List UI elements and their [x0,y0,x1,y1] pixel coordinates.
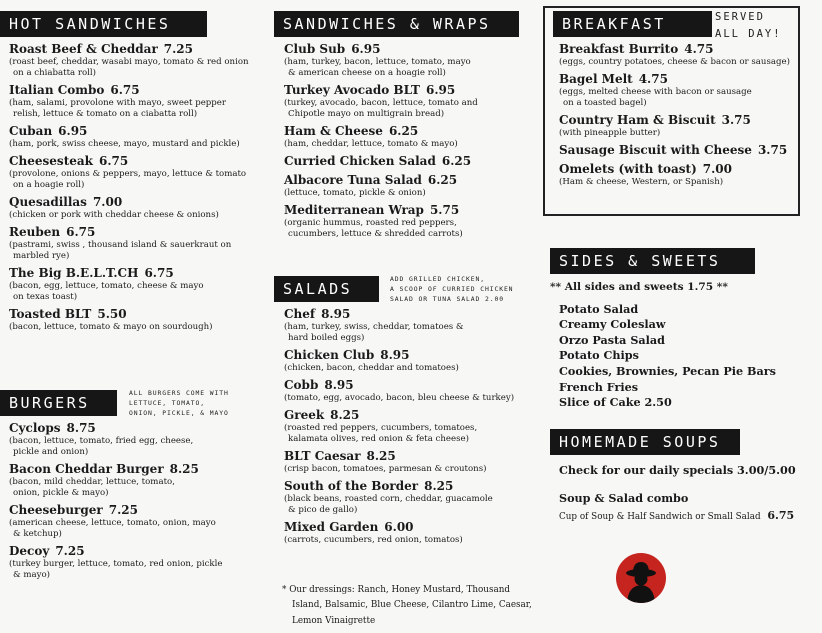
item-description: (turkey, avocado, bacon, lettuce, tomato and Chipotle mayo on multigrain bread) [284,98,478,119]
homemade-soups-header: HOMEMADE SOUPS [550,429,740,455]
item-price: 8.95 [321,307,351,321]
item-price: 4.75 [684,42,714,56]
side-item: Slice of Cake 2.50 [559,395,672,410]
item-description: (ham, turkey, swiss, cheddar, tomatoes & hard boiled eggs) [284,322,464,343]
item-description: (ham, turkey, bacon, lettuce, tomato, mayo & american cheese on a hoagie roll) [284,57,471,78]
item-price: 7.25 [108,503,138,517]
item-description: (lettuce, tomato, pickle & onion) [284,188,426,198]
menu-item-ham-cheese [284,124,539,150]
item-name: Greek [284,408,325,422]
item-name: Toasted BLT [9,307,92,321]
item-description: (roasted red peppers, cucumbers, tomatoes, kalamata olives, red onion & feta cheese) [284,423,478,444]
item-description: (bacon, lettuce, tomato & mayo on sourdough) [9,322,213,332]
burgers-header: BURGERS [0,390,117,416]
item-price: 6.75 [98,154,129,168]
sides-intro: ** All sides and sweets 1.75 ** [550,281,728,293]
menu-item-breakfast-burrito [559,42,794,68]
item-price: 7.25 [55,544,85,558]
item-price: 8.25 [169,462,199,476]
item-price: 4.75 [638,72,668,86]
item-description: (ham, salami, provolone with mayo, sweet pepper relish, lettuce & tomato on a ciabatta roll) [9,98,226,119]
salads-note: ADD GRILLED CHICKEN, A SCOOP OF CURRIED CHICKEN SALAD OR TUNA SALAD 2.00 [390,275,514,303]
menu-item-italian-combo [9,83,269,120]
item-name: Albacore Tuna Salad [284,173,422,187]
menu-item-quesadillas [9,195,269,221]
item-description: (bacon, lettuce, tomato, fried egg, cheese, pickle and onion) [9,436,194,457]
salads-list [284,307,539,550]
item-name: Breakfast Burrito [559,42,679,56]
side-item: Cookies, Brownies, Pecan Pie Bars [559,363,776,378]
item-price: 7.00 [92,195,123,209]
item-description: (chicken, bacon, cheddar and tomatoes) [284,363,459,373]
item-description: (ham, pork, swiss cheese, mayo, mustard and pickle) [9,139,240,149]
item-description: (roast beef, cheddar, wasabi mayo, tomato & red onion on a chiabatta roll) [9,57,249,78]
item-price: 6.25 [388,124,419,138]
side-item: Potato Salad [559,301,639,316]
item-description: (provolone, onions & peppers, mayo, lettuce & tomato on a hoagie roll) [9,169,247,190]
item-description: (tomato, egg, avocado, bacon, bleu cheese & turkey) [284,393,515,403]
item-name: Country Ham & Biscuit [559,113,716,127]
menu-item-country-ham-biscuit [559,113,794,139]
item-description: (eggs, country potatoes, cheese & bacon or sausage) [559,57,790,67]
hot-sandwiches-list [9,42,269,337]
menu-item-cyclops [9,421,269,458]
soups-section [559,463,814,523]
burgers-list [9,421,269,585]
item-name: Bagel Melt [559,72,633,86]
item-description: (bacon, mild cheddar, lettuce, tomato, onion, pickle & mayo) [9,477,175,498]
item-price: 8.95 [324,378,354,392]
item-name: Cheeseburger [9,503,103,517]
soup-salad-combo-title: Soup & Salad combo [559,490,689,505]
menu-item-club-sub [284,42,539,79]
burgers-note: ALL BURGERS COME WITH LETTUCE, TOMATO, ONION, PICKLE, & MAYO [129,389,229,417]
item-name: Quesadillas [9,195,87,209]
breakfast-list [559,42,794,192]
breakfast-note: SERVED ALL DAY! [715,11,782,40]
menu-item-cuban [9,124,269,150]
dressings-note: * Our dressings: Ranch, Honey Mustard, Thousand Island, Balsamic, Blue Cheese, Cilantro Lime, Caesar, Lemon Vinaigrette [282,585,532,626]
item-name: Ham & Cheese [284,124,383,138]
menu-item-chef [284,307,539,344]
menu-item-roast-beef-cheddar [9,42,269,79]
sides-sweets-section [550,280,810,411]
item-price: 8.25 [424,479,454,493]
item-name: Curried Chicken Salad [284,154,436,168]
item-price: 6.75 [144,266,174,280]
item-name: Sausage Biscuit with Cheese [559,143,752,157]
item-price: 8.95 [380,348,410,362]
sandwiches-wraps-list [284,42,539,244]
menu-item-the-big-b-e-l-t-ch [9,266,269,303]
menu-item-cobb [284,378,539,404]
item-description: (chicken or pork with cheddar cheese & onions) [9,210,219,220]
item-description: (Ham & cheese, Western, or Spanish) [559,177,724,187]
item-price: 8.25 [366,449,396,463]
item-price: 6.95 [351,42,381,56]
breakfast-header: BREAKFAST [553,11,712,37]
hot-sandwiches-header: HOT SANDWICHES [0,11,207,37]
item-description: (ham, cheddar, lettuce, tomato & mayo) [284,139,458,149]
item-price: 7.25 [163,42,194,56]
item-name: Chef [284,307,316,321]
item-name: Decoy [9,544,50,558]
item-name: Bacon Cheddar Burger [9,462,164,476]
soups-daily-specials: Check for our daily specials 3.00/5.00 [559,463,796,477]
item-name: Cheesesteak [9,154,93,168]
item-name: Cuban [9,124,53,138]
item-name: Cobb [284,378,319,392]
item-price: 6.00 [384,520,414,534]
item-description: (eggs, melted cheese with bacon or sausage on a toasted bagel) [559,87,752,108]
item-name: BLT Caesar [284,449,361,463]
item-price: 6.75 [66,225,96,239]
menu-item-cheeseburger [9,503,269,540]
side-item: French Fries [559,379,639,394]
item-name: Roast Beef & Cheddar [9,42,158,56]
menu-item-toasted-blt [9,307,269,333]
salads-header: SALADS [274,276,379,302]
sandwiches-wraps-header: SANDWICHES & WRAPS [274,11,519,37]
menu-item-mixed-garden [284,520,539,546]
item-name: The Big B.E.L.T.CH [9,266,139,280]
side-item: Potato Chips [559,348,639,363]
item-name: Omelets (with toast) [559,162,697,176]
soup-salad-combo-desc: Cup of Soup & Half Sandwich or Small Salad 6.75 [559,509,795,523]
menu-item-greek [284,408,539,445]
item-price: 5.50 [97,307,127,321]
item-name: Cyclops [9,421,61,435]
item-price: 8.75 [66,421,96,435]
item-description: (with pineapple butter) [559,128,661,138]
item-name: Mixed Garden [284,520,379,534]
item-price: 8.25 [330,408,360,422]
item-description: (crisp bacon, tomatoes, parmesan & croutons) [284,464,487,474]
item-description: (american cheese, lettuce, tomato, onion, mayo & ketchup) [9,518,216,539]
item-name: Mediterranean Wrap [284,203,424,217]
side-item: Creamy Coleslaw [559,317,666,332]
man-in-hat-logo-icon [616,553,666,603]
soup-salad-combo-price: 6.75 [767,509,795,523]
item-price: 6.95 [58,124,88,138]
item-price: 3.75 [721,113,751,127]
item-name: Club Sub [284,42,346,56]
menu-item-curried-chicken-salad [284,154,539,169]
item-price: 6.75 [110,83,140,97]
item-name: Italian Combo [9,83,105,97]
item-price: 7.00 [702,162,732,176]
item-description: (bacon, egg, lettuce, tomato, cheese & mayo on texas toast) [9,281,204,302]
item-description: (pastrami, swiss , thousand island & sauerkraut on marbled rye) [9,240,232,261]
item-description: (black beans, roasted corn, cheddar, guacamole & pico de gallo) [284,494,493,515]
menu-item-decoy [9,544,269,581]
menu-item-albacore-tuna-salad [284,173,539,199]
item-name: Turkey Avocado BLT [284,83,420,97]
menu-item-omelets-with-toast [559,162,794,188]
menu-item-reuben [9,225,269,262]
side-item: Orzo Pasta Salad [559,332,665,347]
item-price: 3.75 [757,143,788,157]
menu-item-sausage-biscuit-with-cheese [559,143,794,158]
item-price: 6.95 [425,83,456,97]
menu-item-mediterranean-wrap [284,203,539,240]
sides-list [559,302,810,411]
menu-item-bacon-cheddar-burger [9,462,269,499]
item-description: (turkey burger, lettuce, tomato, red onion, pickle & mayo) [9,559,223,580]
item-name: Chicken Club [284,348,375,362]
item-price: 6.25 [427,173,458,187]
menu-item-south-of-the-border [284,479,539,516]
menu-item-blt-caesar [284,449,539,475]
sides-sweets-header: SIDES & SWEETS [550,248,755,274]
menu-item-cheesesteak [9,154,269,191]
item-price: 6.25 [441,154,472,168]
item-name: Reuben [9,225,61,239]
menu-item-turkey-avocado-blt [284,83,539,120]
item-description: (carrots, cucumbers, red onion, tomatos) [284,535,463,545]
item-description: (organic hummus, roasted red peppers, cucumbers, lettuce & shredded carrots) [284,218,463,239]
menu-item-bagel-melt [559,72,794,109]
item-name: South of the Border [284,479,419,493]
item-price: 5.75 [429,203,460,217]
menu-item-chicken-club [284,348,539,374]
